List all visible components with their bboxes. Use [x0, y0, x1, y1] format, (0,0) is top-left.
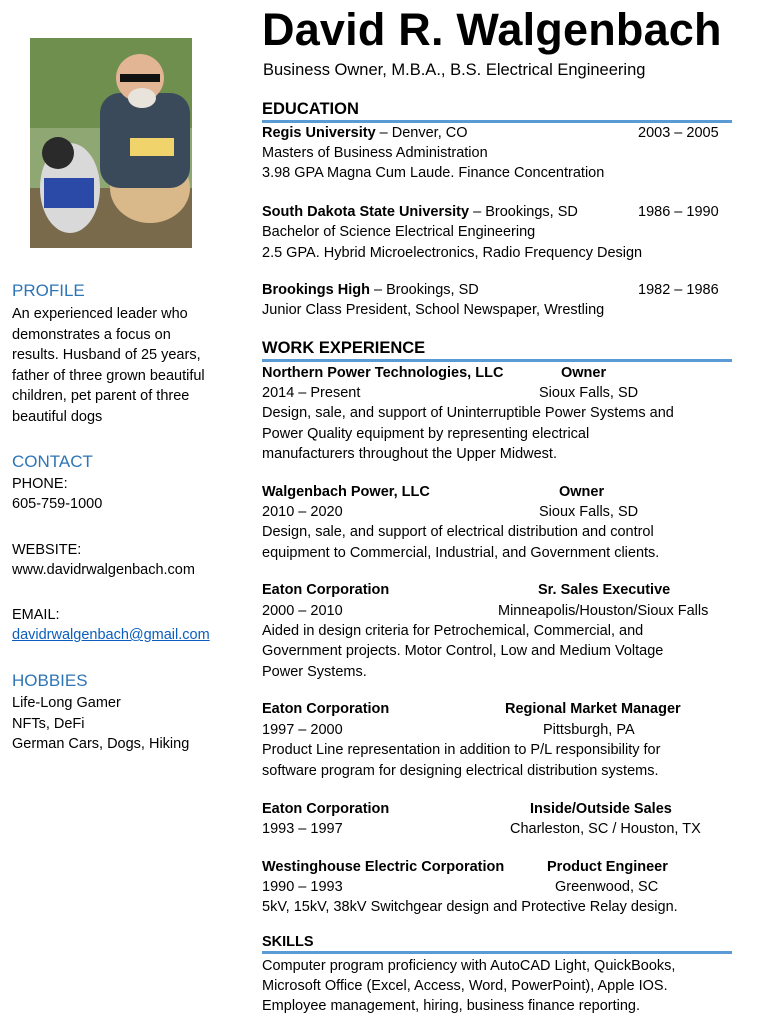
job-place: Greenwood, SC — [555, 879, 659, 895]
education-dates: 1982 – 1986 — [638, 282, 719, 298]
phone-label: PHONE: — [12, 476, 68, 492]
job-description: Aided in design criteria for Petrochemical, Commercial, and — [262, 623, 644, 639]
job-meta — [262, 720, 742, 740]
school-name: Brookings High — [262, 282, 370, 298]
job-dates: 1997 – 2000 — [262, 722, 343, 738]
profile-line: results. Husband of 25 years, — [12, 347, 201, 363]
profile-line: An experienced leader who — [12, 306, 188, 322]
profile-line: father of three grown beautiful — [12, 367, 205, 384]
work-heading: WORK EXPERIENCE — [262, 339, 732, 362]
profile-line: children, pet parent of three — [12, 388, 190, 404]
job-place: Minneapolis/Houston/Sioux Falls — [498, 603, 709, 619]
job-company: Northern Power Technologies, LLC — [262, 365, 504, 381]
job-meta — [262, 819, 742, 839]
job-company: Eaton Corporation — [262, 582, 390, 598]
job-place: Sioux Falls, SD — [539, 504, 639, 520]
hobby-item: German Cars, Dogs, Hiking — [12, 736, 190, 752]
education-dates: 1986 – 1990 — [638, 204, 719, 220]
hobby-item: NFTs, DeFi — [12, 715, 85, 732]
education-detail: Junior Class President, School Newspaper, Wrestling — [262, 302, 605, 318]
job-header — [262, 363, 742, 383]
profile-photo — [30, 38, 192, 248]
job-place: Charleston, SC / Houston, TX — [510, 821, 701, 837]
profile-photo-illustration — [30, 38, 192, 248]
job-company: Walgenbach Power, LLC — [262, 484, 430, 500]
education-detail: 3.98 GPA Magna Cum Laude. Finance Concentration — [262, 165, 605, 181]
job-description: Design, sale, and support of electrical distribution and control — [262, 524, 654, 540]
job-meta — [262, 383, 742, 403]
job-meta — [262, 502, 742, 522]
education-dates: 2003 – 2005 — [638, 125, 719, 141]
website-value: www.davidrwalgenbach.com — [12, 562, 195, 578]
job-title: Regional Market Manager — [505, 701, 681, 717]
education-detail: Bachelor of Science Electrical Engineering — [262, 224, 536, 240]
job-dates: 2000 – 2010 — [262, 603, 343, 619]
job-description: Design, sale, and support of Uninterruptible Power Systems and — [262, 405, 674, 421]
job-description: equipment to Commercial, Industrial, and Government clients. — [262, 545, 660, 561]
email-label: EMAIL: — [12, 607, 60, 623]
job-dates: 2014 – Present — [262, 385, 361, 401]
website-label: WEBSITE: — [12, 542, 82, 558]
job-description: Product Line representation in addition to P/L responsibility for — [262, 742, 661, 758]
profile-line: beautiful dogs — [12, 408, 103, 425]
job-title: Sr. Sales Executive — [538, 582, 671, 598]
skills-line: Computer program proficiency with AutoCAD Light, QuickBooks, — [262, 958, 676, 974]
job-company: Eaton Corporation — [262, 801, 390, 817]
job-description: software program for designing electrical distribution systems. — [262, 763, 659, 779]
job-description: Government projects. Motor Control, Low and Medium Voltage — [262, 643, 664, 659]
job-dates: 1993 – 1997 — [262, 821, 343, 837]
email-link[interactable]: davidrwalgenbach@gmail.com — [12, 627, 210, 643]
school-name: Regis University — [262, 125, 376, 141]
school-location: – Brookings, SD — [469, 204, 578, 220]
school-location: – Brookings, SD — [369, 282, 479, 298]
job-dates: 2010 – 2020 — [262, 504, 343, 520]
job-header — [262, 699, 742, 719]
education-detail: Masters of Business Administration — [262, 145, 488, 161]
education-entry-header — [262, 202, 742, 222]
education-entry-header — [262, 280, 742, 300]
hobbies-heading: HOBBIES — [12, 671, 88, 690]
job-header — [262, 580, 742, 600]
skills-line: Employee management, hiring, business finance reporting. — [262, 998, 641, 1014]
job-title: Owner — [561, 365, 607, 381]
skills-heading: SKILLS — [262, 934, 732, 954]
job-header — [262, 799, 742, 819]
job-description: manufacturers throughout the Upper Midwest. — [262, 446, 557, 462]
job-dates: 1990 – 1993 — [262, 879, 343, 895]
school-location: – Denver, CO — [375, 125, 468, 141]
job-place: Sioux Falls, SD — [539, 385, 639, 401]
job-company: Westinghouse Electric Corporation — [262, 859, 505, 875]
job-description: 5kV, 15kV, 38kV Switchgear design and Protective Relay design. — [262, 899, 678, 915]
education-entry-header — [262, 123, 742, 143]
job-title: Owner — [559, 484, 605, 500]
job-meta — [262, 601, 742, 621]
job-description: Power Systems. — [262, 664, 367, 680]
hobbies-list — [12, 693, 189, 755]
skills-line: Microsoft Office (Excel, Access, Word, PowerPoint), Apple IOS. — [262, 978, 668, 994]
hobby-item: Life-Long Gamer — [12, 695, 121, 711]
job-description: Power Quality equipment by representing electrical — [262, 426, 590, 442]
education-detail: 2.5 GPA. Hybrid Microelectronics, Radio Frequency Design — [262, 245, 643, 261]
school-name: South Dakota State University — [262, 204, 470, 220]
job-title: Product Engineer — [547, 859, 668, 875]
phone-value: 605-759-1000 — [12, 496, 103, 512]
contact-heading: CONTACT — [12, 452, 93, 471]
tagline: Business Owner, M.B.A., B.S. Electrical Engineering — [263, 61, 646, 79]
job-header — [262, 482, 742, 502]
job-company: Eaton Corporation — [262, 701, 390, 717]
person-name: David R. Walgenbach — [262, 4, 722, 55]
profile-heading: PROFILE — [12, 281, 85, 300]
education-heading: EDUCATION — [262, 100, 732, 123]
profile-line: demonstrates a focus on — [12, 326, 171, 343]
profile-text — [12, 304, 247, 427]
job-title: Inside/Outside Sales — [530, 801, 672, 817]
job-meta — [262, 877, 742, 897]
job-place: Pittsburgh, PA — [543, 722, 635, 738]
job-header — [262, 857, 742, 877]
